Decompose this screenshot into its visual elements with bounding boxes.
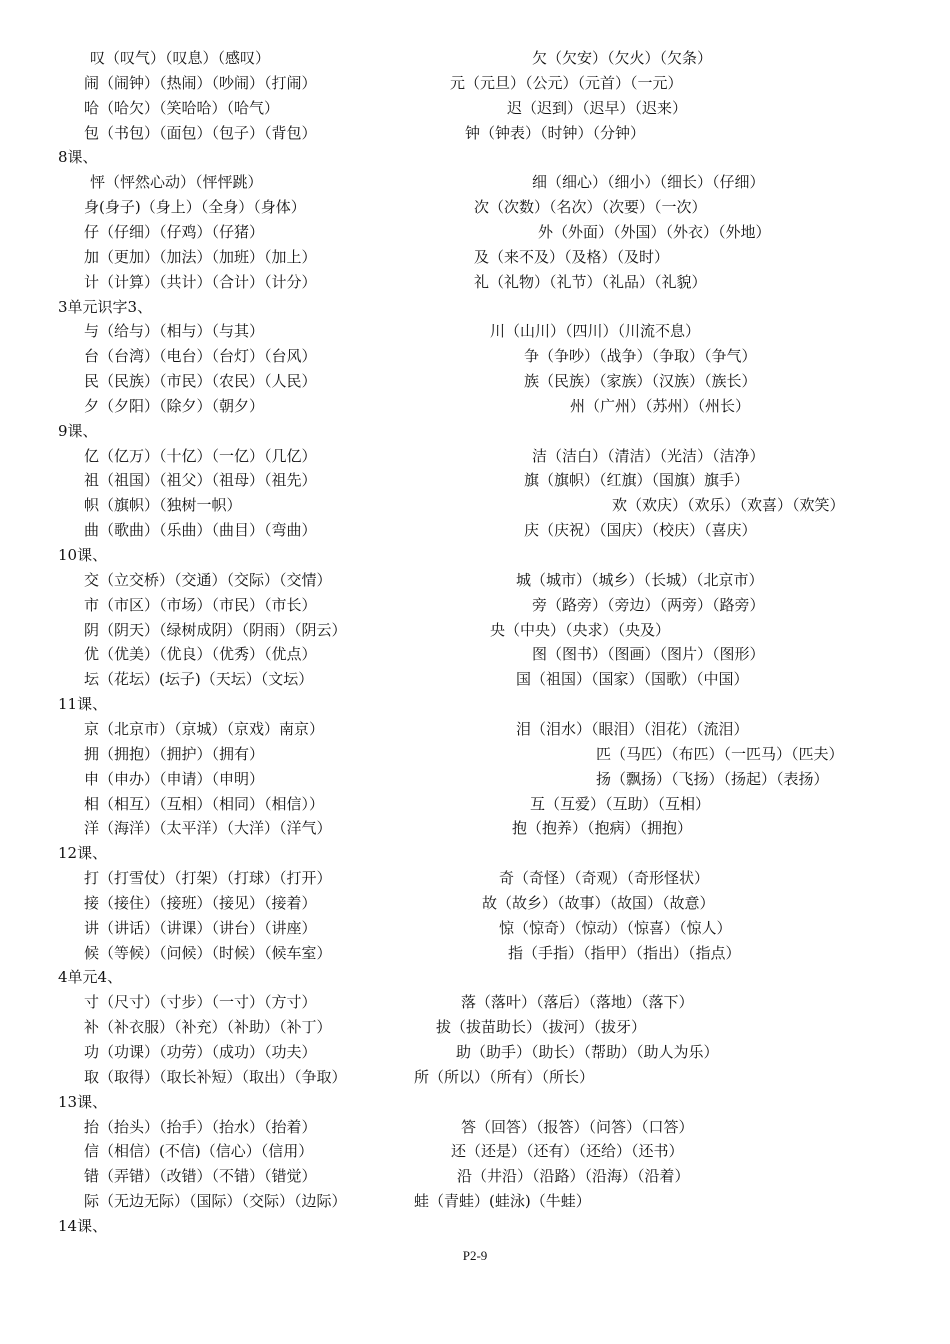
- word-group-left: 闹（闹钟）（热闹）（吵闹）（打闹）: [84, 73, 317, 92]
- word-group-right: 泪（泪水）（眼泪）（泪花）（流泪）: [516, 719, 749, 738]
- word-group-left: 亿（亿万）（十亿）（一亿）（几亿）: [84, 446, 317, 465]
- word-group-right: 落（落叶）（落后）（落地）（落下）: [461, 993, 694, 1012]
- word-group-right: 抱（抱养）（抱病）（拥抱）: [512, 819, 693, 838]
- word-group-right: 迟（迟到）（迟早）（迟来）: [507, 98, 688, 117]
- section-heading: 11课、: [58, 695, 108, 714]
- word-group-right: 礼（礼物）（礼节）（礼品）（礼貌）: [474, 272, 707, 291]
- section-heading: 14课、: [58, 1216, 108, 1235]
- section-heading: 12课、: [58, 844, 108, 863]
- word-group-right: 扬（飘扬）（飞扬）（扬起）（表扬）: [596, 769, 829, 788]
- word-group-left: 计（计算）（共计）（合计）（计分）: [84, 272, 317, 291]
- section-heading: 10课、: [58, 546, 108, 564]
- word-group-right: 互（互爱）（互助）（互相）: [530, 794, 711, 813]
- word-group-right: 惊（惊奇）（惊动）（惊喜）（惊人）: [499, 918, 732, 937]
- word-group-left: 怦（怦然心动）（怦怦跳）: [90, 173, 263, 192]
- word-group-left: 洋（海洋）（太平洋）（大洋）（洋气）: [84, 819, 332, 838]
- word-group-right: 细（细心）（细小）（细长）（仔细）: [532, 173, 765, 192]
- word-group-right: 匹（马匹）（布匹）（一匹马）（匹夫）: [596, 744, 844, 763]
- word-group-left: 仔（仔细）（仔鸡）（仔猪）: [84, 222, 265, 241]
- word-group-left: 祖（祖国）（祖父）（祖母）（祖先）: [84, 471, 317, 490]
- section-heading: 9课、: [58, 421, 98, 440]
- word-group-left: 帜（旗帜）（独树一帜）: [84, 496, 242, 515]
- word-group-left: 信（相信）(不信)（信心）（信用）: [84, 1142, 314, 1161]
- word-group-left: 阴（阴天）（绿树成阴）（阴雨）（阴云）: [84, 620, 347, 639]
- word-group-left: 相（相互）（互相）（相同）（相信））: [84, 794, 325, 813]
- word-group-right: 图（图书）（图画）（图片）（图形）: [532, 645, 765, 664]
- word-group-right: 央（中央）（央求）（央及）: [490, 620, 671, 639]
- word-group-right: 奇（奇怪）（奇观）（奇形怪状）: [499, 869, 710, 888]
- word-group-right: 次（次数）（名次）（次要）（一次）: [474, 198, 707, 217]
- word-group-right: 答（回答）（报答）（问答）（口答）: [461, 1117, 694, 1136]
- word-group-right: 拔（拔苗助长）（拔河）（拔牙）: [436, 1018, 647, 1037]
- word-group-right: 城（城市）（城乡）（长城）（北京市）: [516, 570, 764, 589]
- word-group-left: 哈（哈欠）（笑哈哈）（哈气）: [84, 98, 280, 117]
- word-group-left: 京（北京市）（京城）（京戏）南京）: [84, 719, 325, 738]
- word-group-right: 所（所以）（所有）（所长）: [414, 1067, 595, 1086]
- word-group-right: 川（山川）（四川）（川流不息）: [490, 322, 701, 341]
- word-group-left: 坛（花坛）(坛子)（天坛）（文坛）: [84, 670, 314, 689]
- word-group-right: 助（助手）（助长）（帮助）（助人为乐）: [456, 1043, 719, 1061]
- word-group-right: 欢（欢庆）（欢乐）（欢喜）（欢笑）: [612, 496, 845, 515]
- word-group-right: 族（民族）（家族）（汉族）（族长）: [524, 372, 757, 391]
- word-group-left: 与（给与）（相与）（与其）: [84, 322, 265, 341]
- word-group-left: 打（打雪仗）（打架）（打球）（打开）: [84, 869, 332, 888]
- word-group-right: 旗（旗帜）（红旗）（国旗）旗手）: [524, 471, 750, 490]
- word-group-left: 际（无边无际）（国际）（交际）（边际）: [84, 1192, 347, 1211]
- section-heading: 4单元4、: [58, 968, 123, 987]
- word-group-right: 州（广州）（苏州）（州长）: [570, 396, 751, 415]
- word-group-left: 补（补衣服）（补充）（补助）（补丁）: [84, 1018, 332, 1037]
- word-group-left: 讲（讲话）（讲课）（讲台）（讲座）: [84, 918, 317, 937]
- word-group-left: 接（接住）（接班）（接见）（接着）: [84, 893, 317, 912]
- word-group-right: 指（手指）（指甲）（指出）（指点）: [508, 943, 741, 962]
- word-group-left: 曲（歌曲）（乐曲）（曲目）（弯曲）: [84, 521, 317, 540]
- word-group-right: 沿（井沿）（沿路）（沿海）（沿着）: [457, 1167, 690, 1186]
- word-group-right: 欠（欠安）（欠火）（欠条）: [532, 49, 713, 67]
- word-group-right: 旁（路旁）（旁边）（两旁）（路旁）: [532, 595, 765, 614]
- word-group-left: 寸（尺寸）（寸步）（一寸）（方寸）: [84, 993, 317, 1012]
- section-heading: 3单元识字3、: [58, 297, 153, 316]
- word-group-right: 洁（洁白）（清洁）（光洁）（洁净）: [532, 446, 765, 465]
- word-group-right: 及（来不及）（及格）（及时）: [474, 247, 670, 266]
- word-group-left: 身(身子)（身上）（全身）（身体）: [84, 198, 306, 217]
- word-group-left: 优（优美）（优良）（优秀）（优点）: [84, 645, 317, 664]
- word-group-left: 交（立交桥）（交通）（交际）（交情）: [84, 570, 332, 589]
- word-group-right: 故（故乡）（故事）（故国）（故意）: [482, 893, 715, 912]
- section-heading: 8课、: [58, 148, 98, 167]
- word-group-left: 功（功课）（功劳）（成功）（功夫）: [84, 1043, 317, 1061]
- word-group-left: 叹（叹气）（叹息）（感叹）: [90, 49, 271, 67]
- word-group-left: 市（市区）（市场）（市民）（市长）: [84, 595, 317, 614]
- page-footer: P2-9: [462, 1248, 488, 1263]
- word-group-left: 台（台湾）（电台）（台灯）（台风）: [84, 347, 317, 366]
- word-group-left: 抬（抬头）（抬手）（抬水）（抬着）: [84, 1117, 317, 1136]
- word-group-left: 拥（拥抱）（拥护）（拥有）: [84, 744, 265, 763]
- word-group-left: 加（更加）（加法）（加班）（加上）: [84, 247, 317, 266]
- word-group-left: 夕（夕阳）（除夕）（朝夕）: [84, 396, 265, 415]
- word-group-right: 元（元旦）（公元）（元首）（一元）: [450, 73, 683, 92]
- word-group-right: 争（争吵）（战争）（争取）（争气）: [524, 347, 757, 366]
- section-heading: 13课、: [58, 1092, 108, 1111]
- word-group-right: 钟（钟表）（时钟）（分钟）: [465, 123, 646, 142]
- word-group-right: 外（外面）（外国）（外衣）（外地）: [538, 222, 771, 241]
- word-group-right: 还（还是）（还有）（还给）（还书）: [451, 1142, 684, 1161]
- word-group-left: 申（申办）（申请）（申明）: [84, 769, 265, 788]
- word-group-left: 民（民族）（市民）（农民）（人民）: [84, 372, 317, 391]
- word-group-left: 包（书包）（面包）（包子）（背包）: [84, 123, 317, 142]
- word-group-right: 国（祖国）（国家）（国歌）（中国）: [516, 670, 749, 689]
- word-group-right: 庆（庆祝）（国庆）（校庆）（喜庆）: [524, 521, 757, 540]
- word-group-left: 取（取得）（取长补短）（取出）（争取）: [84, 1067, 347, 1086]
- word-group-left: 候（等候）（问候）（时候）（候车室）: [84, 943, 332, 962]
- word-group-left: 错（弄错）（改错）（不错）（错觉）: [84, 1167, 317, 1186]
- word-group-right: 蛙（青蛙）(蛙泳)（牛蛙）: [414, 1192, 591, 1211]
